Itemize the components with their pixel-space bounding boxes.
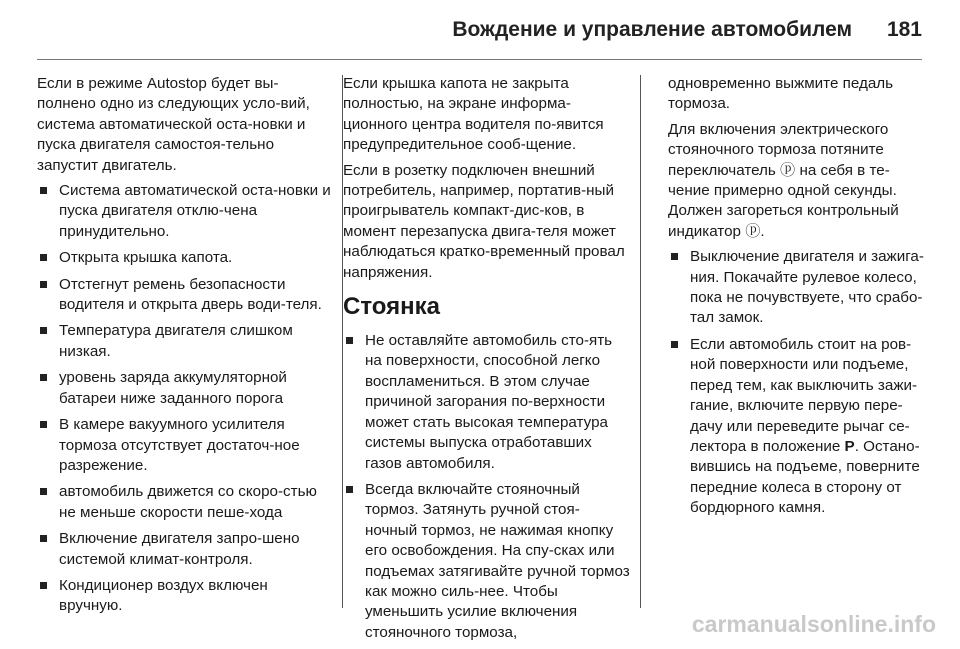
- bullet-square-icon: [40, 187, 47, 194]
- voltage-drop-paragraph: Если в розетку подключен внешний потребитель, например, портатив-ный проигрыватель компакт-дис-ков, в момент перезапуска двига-теля может наблюдаться кратко-временный провал напряжения.: [343, 161, 625, 281]
- bullet-square-icon: [40, 421, 47, 428]
- bullet-square-icon: [40, 254, 47, 261]
- list-item-text: Система автоматической оста-новки и пуска двигателя отклю-чена принудительно.: [59, 182, 331, 240]
- parking-list-continued: [668, 247, 930, 518]
- list-item: [37, 321, 332, 362]
- list-item-text-start: Если автомобиль стоит на ров-ной поверхности или подъеме, перед тем, как выключить зажи-гание, включите первую пере-дачу или переведите рычаг се-лектора в положение: [690, 335, 918, 455]
- page-title: Вождение и управление автомобилем: [452, 18, 852, 41]
- hood-warning-paragraph: Если крышка капота не закрыта полностью, на экране информа-ционного центра водителя по-явится предупредительное сооб-щение.: [343, 75, 604, 154]
- left-column: [37, 74, 332, 623]
- list-item: [37, 415, 332, 476]
- bullet-square-icon: [671, 253, 678, 260]
- list-item: [37, 368, 332, 409]
- bullet-square-icon: [40, 535, 47, 542]
- list-item: [37, 275, 332, 316]
- right-column: [668, 74, 930, 525]
- list-item: [343, 480, 630, 643]
- middle-column: [343, 74, 630, 649]
- list-item-text: Открыта крышка капота.: [59, 249, 233, 267]
- list-item-text: Отстегнут ремень безопасности водителя и открыта дверь води-теля.: [59, 275, 322, 314]
- bullet-square-icon: [346, 337, 353, 344]
- list-item: [37, 576, 332, 617]
- list-item-text: Выключение двигателя и зажига-ния. Покачайте рулевое колесо, пока не почувствуете, что срабо-тал замок.: [690, 248, 924, 327]
- bullet-square-icon: [40, 488, 47, 495]
- list-item-text: Включение двигателя запро-шено системой климат-контроля.: [59, 530, 300, 568]
- list-item: [668, 247, 930, 329]
- list-item: [37, 248, 332, 268]
- list-item-text: В камере вакуумного усилителя тормоза отсутствует достаточ-ное разрежение.: [59, 416, 300, 474]
- list-item: [37, 181, 332, 242]
- column-divider-right: [640, 75, 641, 608]
- header-rule: [37, 59, 922, 60]
- bullet-square-icon: [40, 374, 47, 381]
- list-item-text: Температура двигателя слишком низкая.: [59, 322, 293, 360]
- list-item-text: уровень заряда аккумуляторной батареи ниже заданного порога: [59, 369, 287, 407]
- parking-list: [343, 331, 630, 643]
- list-item: [37, 482, 332, 523]
- watermark: carmanualsonline.info: [691, 611, 936, 637]
- page-number: 181: [886, 18, 922, 41]
- bullet-square-icon: [671, 341, 678, 348]
- continuation-paragraph: одновременно выжмите педаль тормоза.: [668, 75, 894, 113]
- list-item-text: автомобиль движется со скоро-стью не меньше скорости пеше-хода: [59, 483, 317, 521]
- list-item-text: Не оставляйте автомобиль сто-ять на поверхности, способной легко воспламениться. В этом случае причиной загорания по-верхности может стать высокая температура системы выпуска отработавших газов автомобиля.: [365, 332, 613, 472]
- bullet-square-icon: [40, 281, 47, 288]
- section-heading: Стоянка: [343, 293, 440, 321]
- intro-paragraph: Если в режиме Autostop будет вы-полнено одно из следующих усло-вий, система автоматической оста-новки и пуска двигателя самостоя-тельно запустит двигатель.: [37, 75, 310, 174]
- bullet-square-icon: [346, 486, 353, 493]
- list-item-text-end: . Остано-вившись на подъеме, поверните передние колеса в сторону от бордюрного камня.: [690, 437, 920, 517]
- list-item-text: [690, 336, 920, 516]
- list-item: [343, 331, 630, 474]
- list-item: [37, 529, 332, 570]
- list-item-text: Кондиционер воздух включен вручную.: [59, 576, 268, 615]
- gear-position-p: P: [844, 437, 855, 455]
- electric-brake-paragraph: Для включения электрического стояночного тормоза потяните переключатель ⓟ на себя в те-чение примерно одной секунды. Должен загореться контрольный индикатор ⓟ.: [668, 120, 899, 240]
- list-item: [668, 335, 930, 519]
- list-item-text: Всегда включайте стояночный тормоз. Затянуть ручной стоя-ночный тормоз, не нажимая кнопку его освобождения. На спу-сках или подъемах затягивайте ручной тормоз как можно силь-нее. Чтобы уменьшить усилие включения стояночного тормоза,: [365, 480, 630, 641]
- condition-list: [37, 181, 332, 617]
- bullet-square-icon: [40, 582, 47, 589]
- bullet-square-icon: [40, 327, 47, 334]
